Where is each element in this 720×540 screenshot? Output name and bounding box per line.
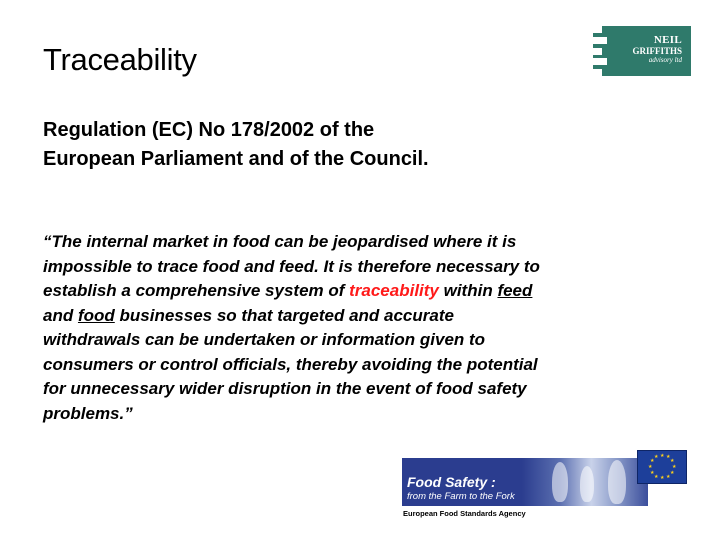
neil-griffiths-logo bbox=[593, 26, 691, 76]
quote-line-1: “The internal market in food can be jeopardised where it is bbox=[43, 232, 517, 251]
food-underlined: food bbox=[77, 305, 115, 325]
quote-line-4 bbox=[43, 304, 643, 329]
quote-line-5: withdrawals can be undertaken or information given to bbox=[43, 330, 486, 349]
quote-line-3-mid: within bbox=[438, 281, 498, 300]
logo-text-neil: NEIL bbox=[653, 34, 682, 46]
logo-stripes bbox=[593, 26, 607, 76]
feed-underlined: feed bbox=[497, 281, 533, 300]
food-safety-banner bbox=[402, 458, 648, 506]
banner-subheading: from the Farm to the Fork bbox=[407, 491, 515, 502]
quote-line-2: impossible to trace food and feed. It is therefore necessary to bbox=[43, 256, 540, 276]
banner-heading: Food Safety : bbox=[407, 474, 496, 490]
eu-flag-icon: ★ ★ ★ ★ ★ ★ ★ ★ ★ ★ ★ ★ bbox=[637, 450, 687, 484]
regulation-line-2: European Parliament and of the Council. bbox=[43, 148, 429, 170]
regulation-line-1: Regulation (EC) No 178/2002 of the bbox=[43, 119, 375, 141]
banner-photo bbox=[522, 458, 648, 506]
quote-line-7: for unnecessary wider disruption in the event of food safety bbox=[43, 379, 527, 398]
traceability-highlight: traceability bbox=[349, 281, 439, 300]
regulation-heading bbox=[43, 116, 429, 174]
logo-text-griffiths: GRIFFITHS bbox=[632, 46, 682, 56]
logo-text-advisory: advisory ltd bbox=[648, 56, 682, 64]
quote-line-3-pre: establish a comprehensive system of bbox=[43, 281, 350, 300]
regulation-quote bbox=[43, 230, 643, 426]
quote-line-3 bbox=[43, 279, 643, 304]
agency-caption: European Food Standards Agency bbox=[403, 509, 526, 518]
quote-line-4-pre: and bbox=[43, 305, 78, 325]
slide-title: Traceability bbox=[43, 42, 197, 77]
quote-line-8: problems.” bbox=[43, 403, 133, 423]
quote-line-4-post: businesses so that targeted and accurate bbox=[114, 305, 454, 325]
quote-line-6: consumers or control officials, thereby avoiding the potential bbox=[43, 354, 538, 374]
